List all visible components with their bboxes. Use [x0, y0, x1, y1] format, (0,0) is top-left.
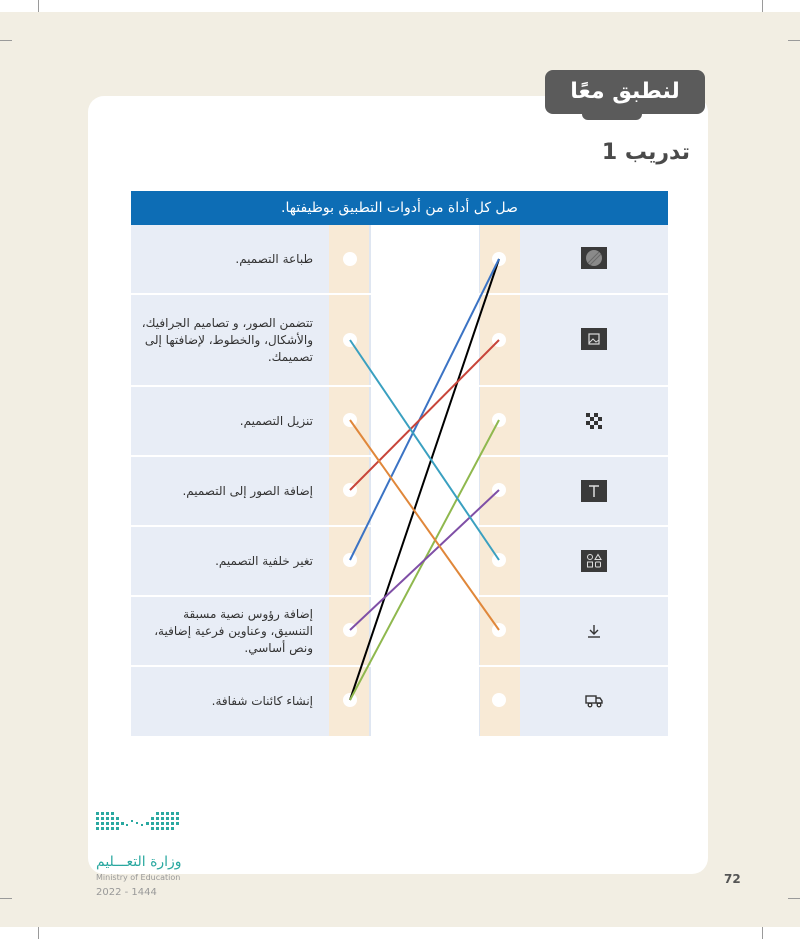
- connection-lines: [131, 191, 668, 736]
- crop-mark-bottom-left: [38, 927, 39, 939]
- description-text: تتضمن الصور، و تصاميم الجرافيك، والأشكال، والخطوط، لإضافتها إلى تصميمك.: [141, 315, 313, 364]
- table-header: صل كل أداة من أدوات التطبيق بوظيفتها.: [131, 191, 668, 225]
- exercise-title: تدريب 1: [601, 140, 690, 165]
- matching-table: [131, 191, 668, 736]
- section-banner: لنطبق معًا: [545, 70, 705, 114]
- description-text: إضافة رؤوس نصية مسبقة التنسيق، وعناوين فرعية إضافية، ونص أساسي.: [154, 606, 313, 655]
- ministry-name-en: Ministry of Education: [96, 873, 181, 882]
- crop-mark-top-right: [762, 0, 763, 12]
- crop-mark-left-bottom: [0, 898, 12, 899]
- crop-mark-left-top: [0, 40, 12, 41]
- ministry-logo: [96, 810, 196, 898]
- ministry-logo-icon: [96, 810, 186, 840]
- page-number: 72: [724, 872, 741, 886]
- connection-line: [350, 259, 499, 700]
- description-text: تغير خلفية التصميم.: [215, 553, 313, 568]
- edition-year: 2022 - 1444: [96, 887, 157, 898]
- connection-line: [350, 340, 499, 490]
- description-text: تنزيل التصميم.: [239, 413, 313, 428]
- crop-mark-top-left: [38, 0, 39, 12]
- connection-line: [350, 490, 499, 630]
- description-text: إنشاء كائنات شفافة.: [211, 694, 313, 708]
- crop-mark-right-bottom: [788, 898, 800, 899]
- description-text: إضافة الصور إلى التصميم.: [182, 483, 313, 498]
- banner-tab: [582, 114, 642, 120]
- crop-mark-bottom-right: [762, 927, 763, 939]
- description-text: طباعة التصميم.: [235, 251, 313, 266]
- ministry-name-ar: وزارة التعـــليم: [96, 854, 182, 870]
- crop-mark-right-top: [788, 40, 800, 41]
- connection-line: [350, 259, 499, 560]
